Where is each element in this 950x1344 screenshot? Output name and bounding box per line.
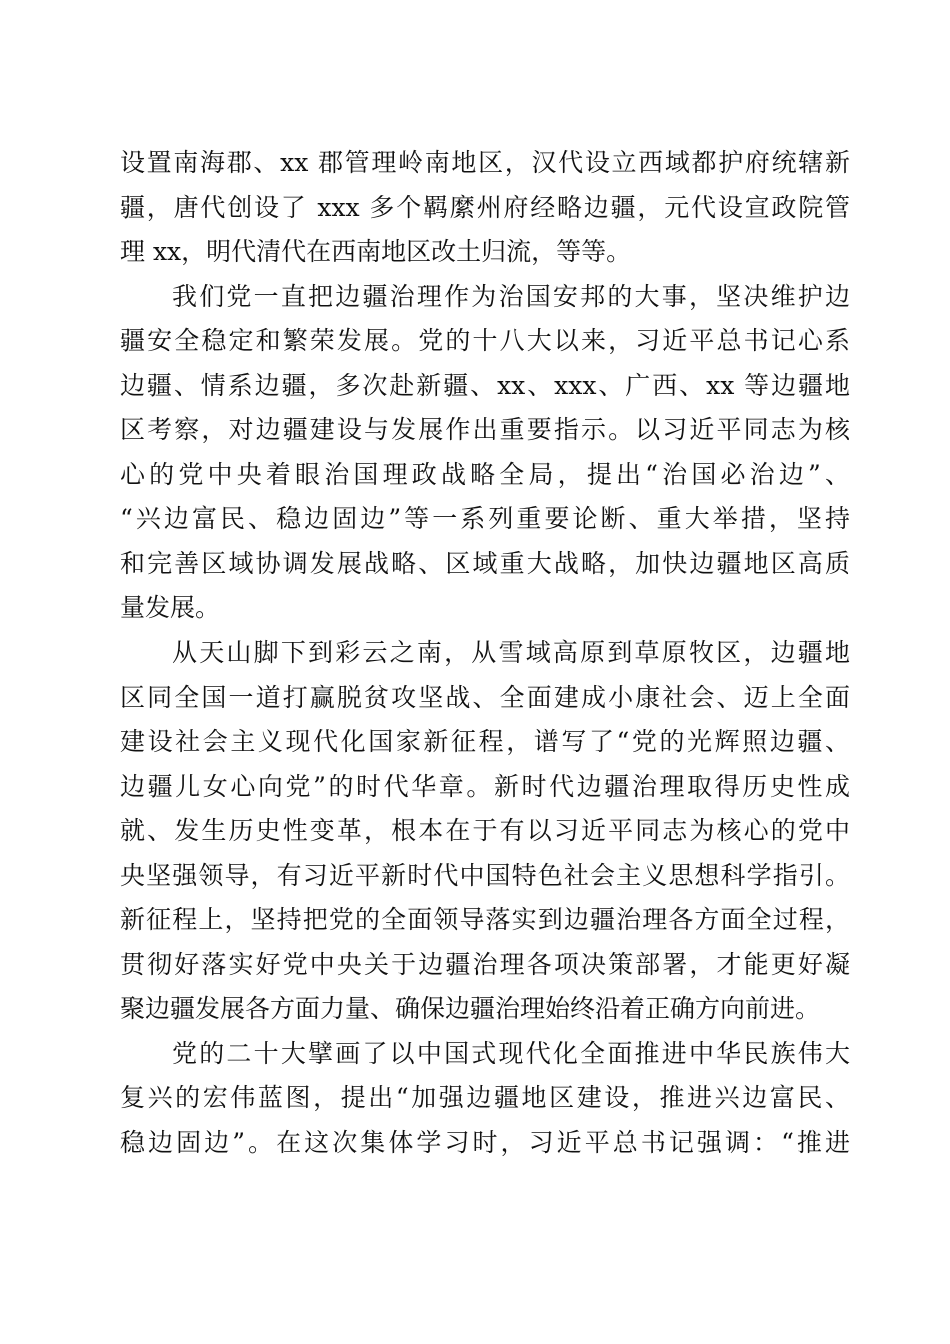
text-line: 区同全国一道打赢脱贫攻坚战、全面建成小康社会、迈上全面 — [120, 682, 850, 712]
text-line: 聚边疆发展各方面力量、确保边疆治理始终沿着正确方向前进。 — [120, 994, 821, 1024]
text-line: 边疆、情系边疆，多次赴新疆、xx、xxx、广西、xx 等边疆地 — [120, 370, 850, 400]
text-line: 理 xx，明代清代在西南地区改土归流，等等。 — [120, 237, 632, 267]
text-line: 党的二十大擘画了以中国式现代化全面推进中华民族伟大 — [172, 1038, 850, 1068]
text-line: 建设社会主义现代化国家新征程，谱写了“党的光辉照边疆、 — [120, 727, 850, 757]
text-line: 就、发生历史性变革，根本在于有以习近平同志为核心的党中 — [120, 816, 850, 846]
text-line: 设置南海郡、xx 郡管理岭南地区，汉代设立西域都护府统辖新 — [120, 148, 850, 177]
paragraph — [120, 1032, 850, 1166]
paragraph — [120, 141, 850, 275]
text-line: “兴边富民、稳边固边”等一系列重要论断、重大举措，坚持 — [120, 504, 850, 534]
text-line: 复兴的宏伟蓝图，提出“加强边疆地区建设，推进兴边富民、 — [120, 1083, 850, 1113]
text-line: 量发展。 — [120, 593, 221, 623]
text-line: 和完善区域协调发展战略、区域重大战略，加快边疆地区高质 — [120, 548, 850, 578]
text-line: 我们党一直把边疆治理作为治国安邦的大事，坚决维护边 — [172, 281, 850, 311]
text-line: 疆，唐代创设了 xxx 多个羁縻州府经略边疆，元代设宣政院管 — [120, 192, 850, 222]
text-line: 疆安全稳定和繁荣发展。党的十八大以来，习近平总书记心系 — [120, 326, 850, 356]
text-line: 边疆儿女心向党”的时代华章。新时代边疆治理取得历史性成 — [120, 771, 850, 801]
paragraph — [120, 631, 850, 1032]
text-line: 心的党中央着眼治国理政战略全局，提出“治国必治边”、 — [120, 459, 850, 489]
text-line: 央坚强领导，有习近平新时代中国特色社会主义思想科学指引。 — [120, 860, 850, 890]
text-line: 新征程上，坚持把党的全面领导落实到边疆治理各方面全过程， — [120, 905, 850, 935]
text-line: 从天山脚下到彩云之南，从雪域高原到草原牧区，边疆地 — [172, 638, 850, 668]
text-line: 贯彻好落实好党中央关于边疆治理各项决策部署，才能更好凝 — [120, 949, 850, 979]
text-line: 区考察，对边疆建设与发展作出重要指示。以习近平同志为核 — [120, 415, 850, 445]
text-line: 稳边固边”。在这次集体学习时，习近平总书记强调：“推进 — [120, 1128, 850, 1158]
paragraph — [120, 275, 850, 631]
document-page — [120, 141, 850, 1166]
